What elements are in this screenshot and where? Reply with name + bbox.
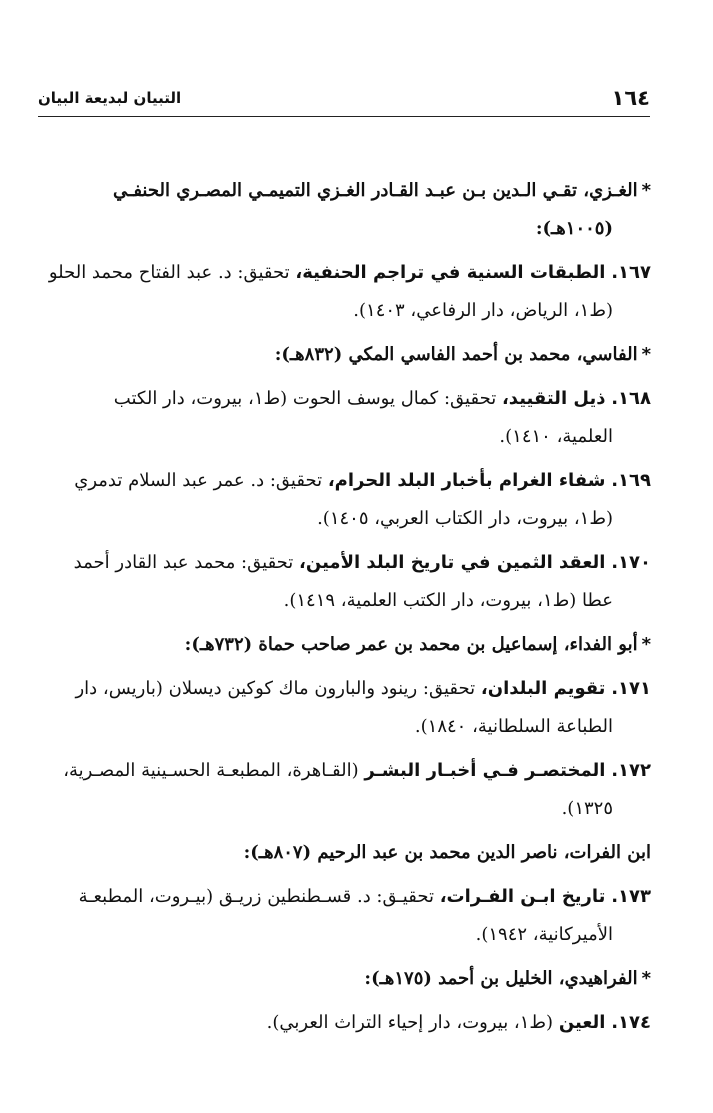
entry-details: تحقيق: د. عمر عبد السلام تدمري [74, 470, 323, 491]
bibliography-entry-continuation [317, 506, 613, 532]
book-title-text: شفاء الغرام بأخبار البلد الحرام، [327, 470, 606, 491]
author-text: الفاسي، محمد بن أحمد الفاسي المكي (٨٣٢هـ): [274, 344, 638, 365]
entry-details-continued: الطباعة السلطانية، ١٨٤٠). [414, 716, 613, 737]
bibliography-entry-continuation [499, 424, 613, 450]
star-marker: * [641, 344, 651, 365]
bibliography-entry [74, 468, 651, 494]
entry-details: تحقيق: رينود والبارون ماك كوكين ديسلان (باريس، دار [75, 678, 476, 699]
entry-details: تحقيق: د. عبد الفتاح محمد الحلو [48, 262, 290, 283]
entry-number: ١٧٣. [611, 886, 651, 907]
author-text: أبو الفداء، إسماعيل بن محمد بن عمر صاحب حماة (٧٣٢هـ): [184, 634, 638, 655]
bibliography-entry [267, 1010, 651, 1036]
entry-number: ١٦٧. [611, 262, 651, 283]
bibliography-entry-continuation [562, 796, 613, 822]
entry-number: ١٦٨. [611, 388, 651, 409]
star-marker: * [641, 180, 651, 201]
bibliography-entry-continuation [415, 714, 613, 740]
entry-number: ١٧١. [611, 678, 651, 699]
bibliography-entry [74, 550, 651, 576]
bibliography-entry [79, 884, 651, 910]
entry-details-continued: الأميركانية، ١٩٤٢). [475, 924, 613, 945]
bibliography-entry [114, 386, 651, 412]
entry-number: ١٧٠. [611, 552, 651, 573]
book-title-text: العين [558, 1012, 606, 1033]
book-title-text: ذيل التقييد، [501, 388, 606, 409]
entry-details: (ط١، بيروت، دار إحياء التراث العربي). [266, 1012, 554, 1033]
star-marker: * [641, 634, 651, 655]
entry-number: ١٧٢. [611, 760, 651, 781]
book-title-text: العقد الثمين في تاريخ البلد الأمين، [299, 552, 606, 573]
author-text: الغـزي، تقـي الـدين بـن عبـد القـادر الغـزي التميمـي المصـري الحنفـي [113, 180, 638, 201]
page-number: ١٦٤ [611, 86, 650, 110]
book-title-text: المختصـر فـي أخبـار البشـر [364, 760, 606, 781]
author-heading [185, 632, 651, 658]
author-heading [275, 342, 651, 368]
bibliography-entry-continuation [476, 922, 613, 948]
entry-number: ١٧٤. [611, 1012, 651, 1033]
author-text: الفراهيدي، الخليل بن أحمد (١٧٥هـ): [364, 968, 638, 989]
bibliography-entry [75, 676, 651, 702]
star-marker: * [641, 968, 651, 989]
author-heading [113, 178, 651, 204]
bibliography-entry-continuation [353, 298, 613, 324]
bibliography-entry [49, 260, 651, 286]
entry-details: تحقيـق: د. قسـطنطين زريـق (بيـروت، المطبعـة [78, 886, 434, 907]
book-title-text: تقويم البلدان، [480, 678, 606, 699]
bibliography-entry-continuation [284, 588, 613, 614]
author-heading-continuation [536, 216, 613, 242]
bibliography-entry [63, 758, 651, 784]
author-heading [364, 966, 651, 992]
entry-details: تحقيق: محمد عبد القادر أحمد [73, 552, 294, 573]
book-title-text: تاريخ ابـن الفـرات، [439, 886, 606, 907]
entry-details-continued: عطا (ط١، بيروت، دار الكتب العلمية، ١٤١٩). [283, 590, 613, 611]
entry-details: تحقيق: كمال يوسف الحوت (ط١، بيروت، دار الكتب [113, 388, 497, 409]
entry-details-continued: ١٣٢٥). [561, 798, 613, 819]
author-heading [244, 840, 651, 866]
book-title: التبيان لبديعة البيان [38, 89, 182, 107]
entry-details-continued: العلمية، ١٤١٠). [499, 426, 613, 447]
book-title-text: الطبقات السنية في تراجم الحنفية، [295, 262, 606, 283]
author-text: ابن الفرات، ناصر الدين محمد بن عبد الرحيم (٨٠٧هـ): [243, 842, 651, 863]
entry-details-continued: (ط١، بيروت، دار الكتاب العربي، ١٤٠٥). [317, 508, 613, 529]
entry-details: (القـاهرة، المطبعـة الحسـينية المصـرية، [63, 760, 359, 781]
entry-number: ١٦٩. [611, 470, 651, 491]
entry-details-continued: (ط١، الرياض، دار الرفاعي، ١٤٠٣). [353, 300, 613, 321]
running-header [38, 86, 650, 117]
author-text-continued: (١٠٠٥هـ): [535, 218, 613, 239]
